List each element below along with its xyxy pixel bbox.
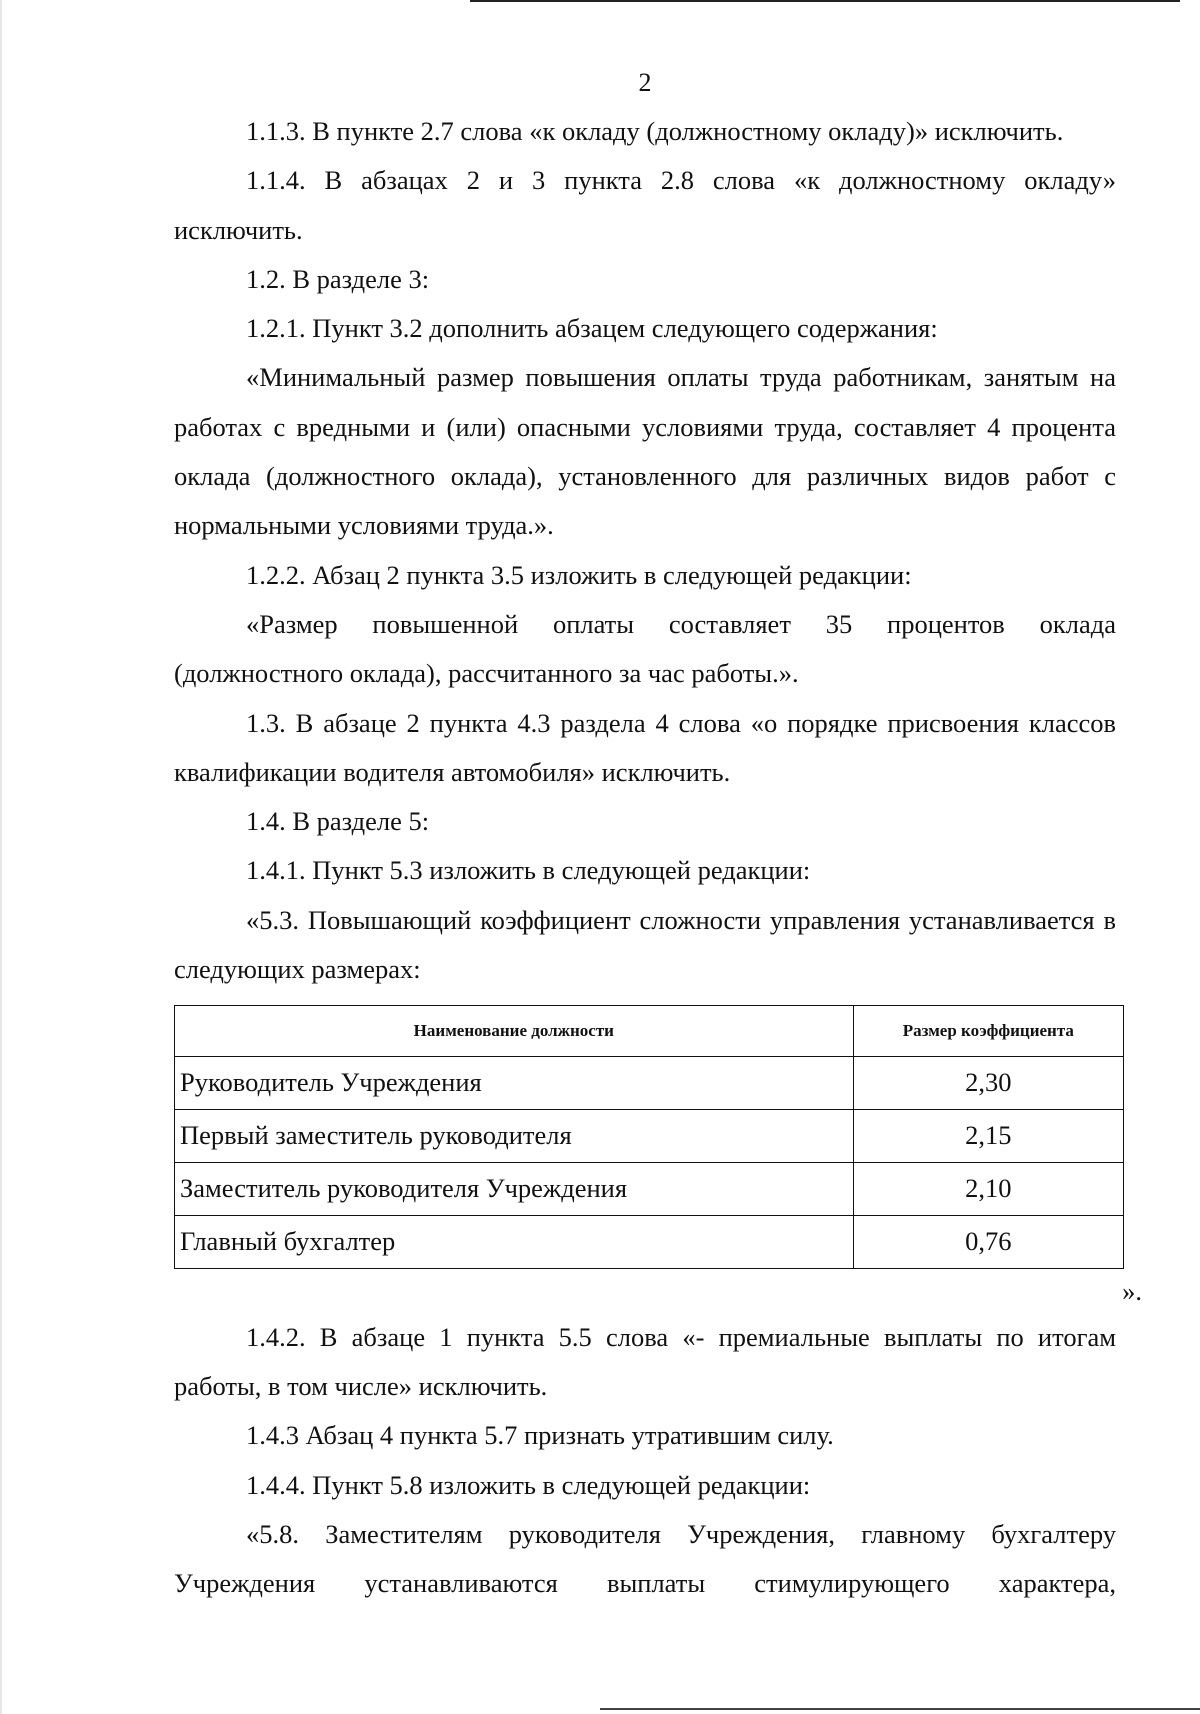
coefficient-table-wrapper (174, 1005, 1116, 1268)
coefficient-cell: 2,15 (853, 1109, 1123, 1162)
table-row (175, 1056, 1124, 1109)
position-name-cell: Главный бухгалтер (175, 1215, 854, 1268)
coefficient-table (174, 1005, 1124, 1268)
paragraph-quote-5-3: «5.3. Повышающий коэффициент сложности управления устанавливается в следующих размерах: (174, 904, 1116, 985)
document-body (174, 107, 1142, 1608)
page-number: 2 (638, 68, 652, 97)
paragraph-1-1-3: 1.1.3. В пункте 2.7 слова «к окладу (должностному окладу)» исключить. (246, 116, 1064, 146)
paragraph-1-4-1: 1.4.1. Пункт 5.3 изложить в следующей редакции: (246, 855, 811, 886)
coefficient-cell: 0,76 (853, 1215, 1123, 1268)
header-coefficient-size: Размер коэффициента (853, 1006, 1123, 1056)
position-name-cell: Заместитель руководителя Учреждения (175, 1162, 854, 1215)
position-name-cell: Первый заместитель руководителя (175, 1109, 854, 1162)
paragraph-1-3: 1.3. В абзаце 2 пункта 4.3 раздела 4 слова «о порядке присвоения классов квалификации водителя автомобиля» исключить. (174, 707, 1116, 787)
paragraph-1-2-2: 1.2.2. Абзац 2 пункта 3.5 изложить в следующей редакции: (246, 559, 912, 590)
paragraph-1-4-2: 1.4.2. В абзаце 1 пункта 5.5 слова «- премиальные выплаты по итогам работы, в том числе» исключить. (174, 1321, 1116, 1401)
paragraph-quote-3-2: «Минимальный размер повышения оплаты труда работникам, занятым на работах с вредными и (или) опасными условиями труда, составляет 4 процента оклада (должностного оклада), установленного для различных видов работ с нормальными условиями труда.». (174, 362, 1116, 541)
paragraph-1-4-4: 1.4.4. Пункт 5.8 изложить в следующей редакции: (246, 1469, 811, 1500)
paragraph-1-2-1: 1.2.1. Пункт 3.2 дополнить абзацем следующего содержания: (246, 313, 938, 344)
coefficient-cell: 2,30 (853, 1056, 1123, 1109)
paragraph-1-2: 1.2. В разделе 3: (246, 263, 430, 294)
coefficient-cell: 2,10 (853, 1162, 1123, 1215)
paragraph-1-1-4: 1.1.4. В абзацах 2 и 3 пункта 2.8 слова «к должностному окладу» исключить. (174, 165, 1116, 245)
table-header-row (175, 1006, 1124, 1056)
table-row (175, 1215, 1124, 1268)
top-scan-rule (470, 0, 1180, 2)
table-row (175, 1162, 1124, 1215)
closing-quote-mark: ». (1122, 1275, 1142, 1306)
paragraph-quote-3-5: «Размер повышенной оплаты составляет 35 процентов оклада (должностного оклада), рассчитанного за час работы.». (174, 608, 1116, 689)
left-scan-edge (0, 0, 2, 1714)
table-row (175, 1109, 1124, 1162)
paragraph-1-4-3: 1.4.3 Абзац 4 пункта 5.7 признать утратившим силу. (246, 1420, 834, 1451)
header-position-name: Наименование должности (175, 1006, 854, 1056)
bottom-scan-rule (600, 1708, 1200, 1710)
position-name-cell: Руководитель Учреждения (175, 1056, 854, 1109)
paragraph-1-4: 1.4. В разделе 5: (246, 806, 430, 837)
paragraph-quote-5-8: «5.8. Заместителям руководителя Учреждения, главному бухгалтеру Учреждения устанавливаются выплаты стимулирующего характера, (174, 1518, 1116, 1599)
